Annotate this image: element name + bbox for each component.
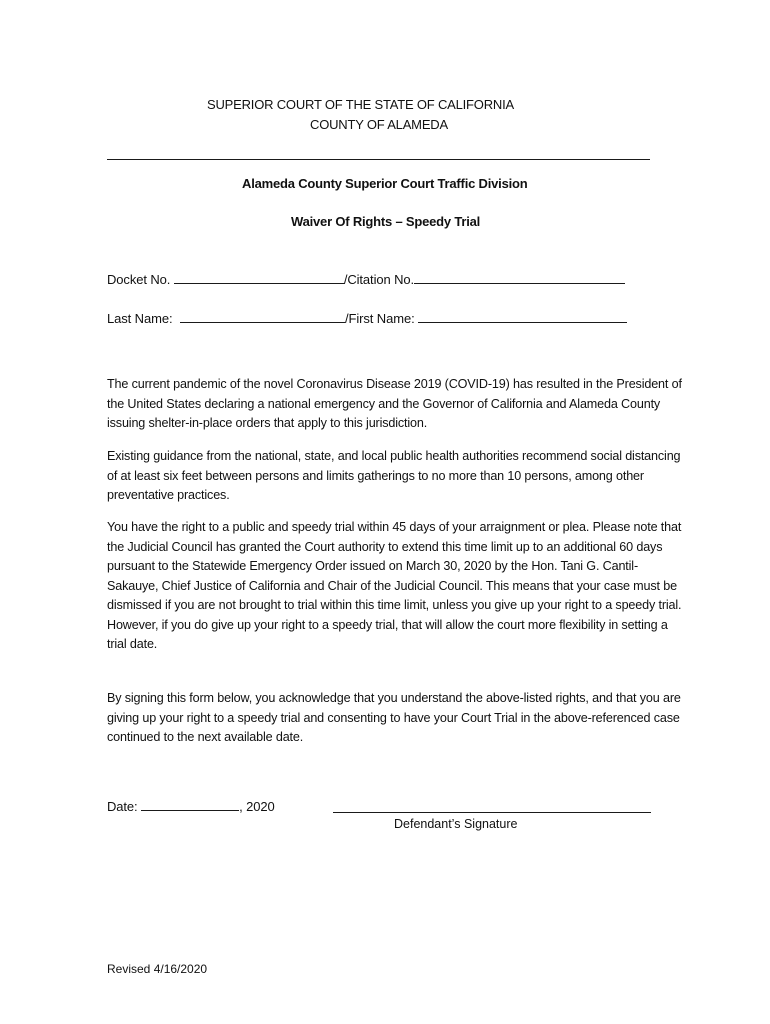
header-divider — [107, 159, 650, 160]
revision-date: Revised 4/16/2020 — [107, 962, 208, 976]
first-name-field[interactable] — [418, 310, 627, 323]
form-title: Waiver Of Rights – Speedy Trial — [291, 214, 481, 229]
citation-number-field[interactable] — [414, 271, 625, 284]
date-row — [107, 798, 275, 814]
paragraph-pandemic: The current pandemic of the novel Coronavirus Disease 2019 (COVID-19) has resulted in the President of the United States declaring a national emergency and the Governor of California and Alameda County issuing shelter-in-place orders that apply to this jurisdiction. — [107, 377, 682, 430]
docket-label: Docket No. — [107, 272, 171, 287]
division-title: Alameda County Superior Court Traffic Division — [242, 176, 528, 191]
signature-line[interactable] — [333, 812, 651, 813]
docket-citation-row — [107, 271, 625, 287]
date-year: , 2020 — [239, 799, 275, 814]
date-label: Date: — [107, 799, 138, 814]
date-field[interactable] — [141, 798, 239, 811]
docket-number-field[interactable] — [174, 271, 344, 284]
last-name-field[interactable] — [180, 310, 345, 323]
paragraph-acknowledgement: By signing this form below, you acknowledge that you understand the above-listed rights, and that you are giving up your right to a speedy trial and consenting to have your Court Trial in the above-referenced case continued to the next available date. — [107, 691, 681, 744]
paragraph-speedy-trial-right: You have the right to a public and speedy trial within 45 days of your arraignment or plea. Please note that the Judicial Council has granted the Court authority to extend this time limit up to an additional 60 days pursuant to the Statewide Emergency Order issued on March 30, 2020 by the Hon. Tani G. Cantil-Sakauye, Chief Justice of California and Chair of the Judicial Council. This means that your case must be dismissed if you are not brought to trial within this time limit, unless you give up your right to a speedy trial. However, if you do give up your right to a speedy trial, that will allow the court more flexibility in setting a trial date. — [107, 520, 682, 651]
name-row — [107, 310, 627, 326]
court-name-line2: COUNTY OF ALAMEDA — [310, 117, 448, 132]
court-name-line1: SUPERIOR COURT OF THE STATE OF CALIFORNIA — [207, 97, 514, 112]
paragraph-guidance: Existing guidance from the national, state, and local public health authorities recommend social distancing of at least six feet between persons and limits gatherings to no more than 10 persons, among other preventative practices. — [107, 449, 681, 502]
signature-label: Defendant’s Signature — [394, 817, 518, 831]
last-name-label: Last Name: — [107, 311, 173, 326]
citation-label: /Citation No. — [343, 272, 415, 287]
first-name-label: /First Name: — [345, 311, 415, 326]
